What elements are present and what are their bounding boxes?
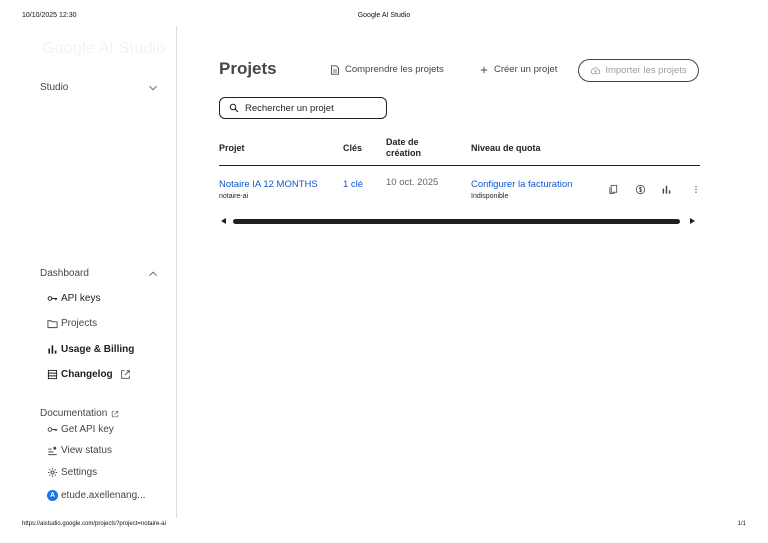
external-link-icon xyxy=(111,410,119,418)
sidebar-section-documentation[interactable] xyxy=(40,408,158,419)
avatar: A xyxy=(47,490,58,501)
create-project-link[interactable] xyxy=(479,64,557,75)
plus-icon xyxy=(479,65,489,75)
search-input[interactable] xyxy=(245,103,385,114)
sidebar-item-label: Settings xyxy=(61,467,98,478)
project-keys-link[interactable]: 1 clé xyxy=(343,179,364,190)
print-url: https://aistudio.google.com/projects?project=notaire-ai xyxy=(22,521,166,527)
sidebar-divider xyxy=(176,26,177,518)
print-title: Google AI Studio xyxy=(357,12,411,19)
horizontal-scrollbar-thumb[interactable] xyxy=(233,219,680,224)
sidebar-section-studio-label: Studio xyxy=(40,82,69,93)
import-projects-button[interactable] xyxy=(578,59,699,82)
sidebar-section-documentation-label: Documentation xyxy=(40,408,108,419)
app-logo[interactable]: Google AI Studio xyxy=(42,40,166,57)
table-row-quota-cell xyxy=(471,179,572,200)
sidebar-item-label: Get API key xyxy=(61,424,114,435)
sidebar-item-label: API keys xyxy=(61,293,101,304)
column-header-project: Projet xyxy=(219,143,245,153)
gear-icon xyxy=(47,467,58,478)
sidebar-section-dashboard[interactable] xyxy=(40,268,158,279)
document-icon xyxy=(330,65,340,75)
key-icon xyxy=(47,424,58,435)
chevron-up-icon xyxy=(148,269,158,279)
import-projects-label: Importer les projets xyxy=(605,65,687,76)
folder-icon xyxy=(47,318,58,329)
sidebar-item-settings[interactable] xyxy=(47,467,97,478)
print-page-number: 1/1 xyxy=(737,521,746,527)
column-header-quota: Niveau de quota xyxy=(471,143,541,153)
usage-chart-icon[interactable] xyxy=(661,184,672,195)
more-options-icon[interactable] xyxy=(692,184,700,195)
search-icon xyxy=(229,103,239,113)
chevron-down-icon xyxy=(148,83,158,93)
create-project-label: Créer un projet xyxy=(494,64,558,75)
scroll-left-arrow[interactable] xyxy=(221,218,226,224)
sidebar-item-usage-billing[interactable] xyxy=(47,344,134,355)
project-id: notaire-ai xyxy=(219,193,249,200)
scroll-right-arrow[interactable] xyxy=(690,218,695,224)
sidebar-item-api-keys[interactable] xyxy=(47,293,100,304)
account-name: etude.axellenang... xyxy=(61,490,146,501)
configure-billing-link[interactable]: Configurer la facturation xyxy=(471,179,573,190)
changelog-icon xyxy=(47,369,58,380)
quota-status: Indisponible xyxy=(471,193,509,200)
key-icon xyxy=(47,293,58,304)
column-header-created: Date de création xyxy=(386,137,422,158)
sidebar-item-label: Changelog xyxy=(61,369,113,380)
understand-projects-link[interactable] xyxy=(330,64,444,75)
sidebar-item-get-api-key[interactable] xyxy=(47,424,114,435)
account-menu[interactable] xyxy=(47,490,146,501)
table-header-divider xyxy=(219,165,700,166)
sidebar-section-dashboard-label: Dashboard xyxy=(40,268,89,279)
sidebar-section-studio[interactable] xyxy=(40,82,158,93)
sidebar-item-changelog[interactable] xyxy=(47,369,131,380)
project-created-date: 10 oct. 2025 xyxy=(386,177,439,188)
sidebar-item-projects[interactable] xyxy=(47,318,97,329)
cloud-upload-icon xyxy=(590,65,601,76)
billing-icon[interactable] xyxy=(635,184,646,195)
page-title: Projets xyxy=(219,59,277,78)
sidebar-item-label: View status xyxy=(61,445,112,456)
copy-icon[interactable] xyxy=(608,184,619,195)
sidebar-item-label: Projects xyxy=(61,318,98,329)
column-header-keys: Clés xyxy=(343,143,363,153)
sidebar-item-label: Usage & Billing xyxy=(61,344,135,355)
sidebar-item-view-status[interactable] xyxy=(47,445,112,456)
understand-projects-label: Comprendre les projets xyxy=(345,64,444,75)
print-datetime: 10/10/2025 12:30 xyxy=(22,12,77,19)
external-link-icon xyxy=(120,369,131,380)
search-box[interactable] xyxy=(219,97,387,119)
table-row-project-cell xyxy=(219,179,318,200)
status-icon xyxy=(47,445,58,456)
bar-chart-icon xyxy=(47,344,58,355)
project-name-link[interactable]: Notaire IA 12 MONTHS xyxy=(219,179,318,190)
